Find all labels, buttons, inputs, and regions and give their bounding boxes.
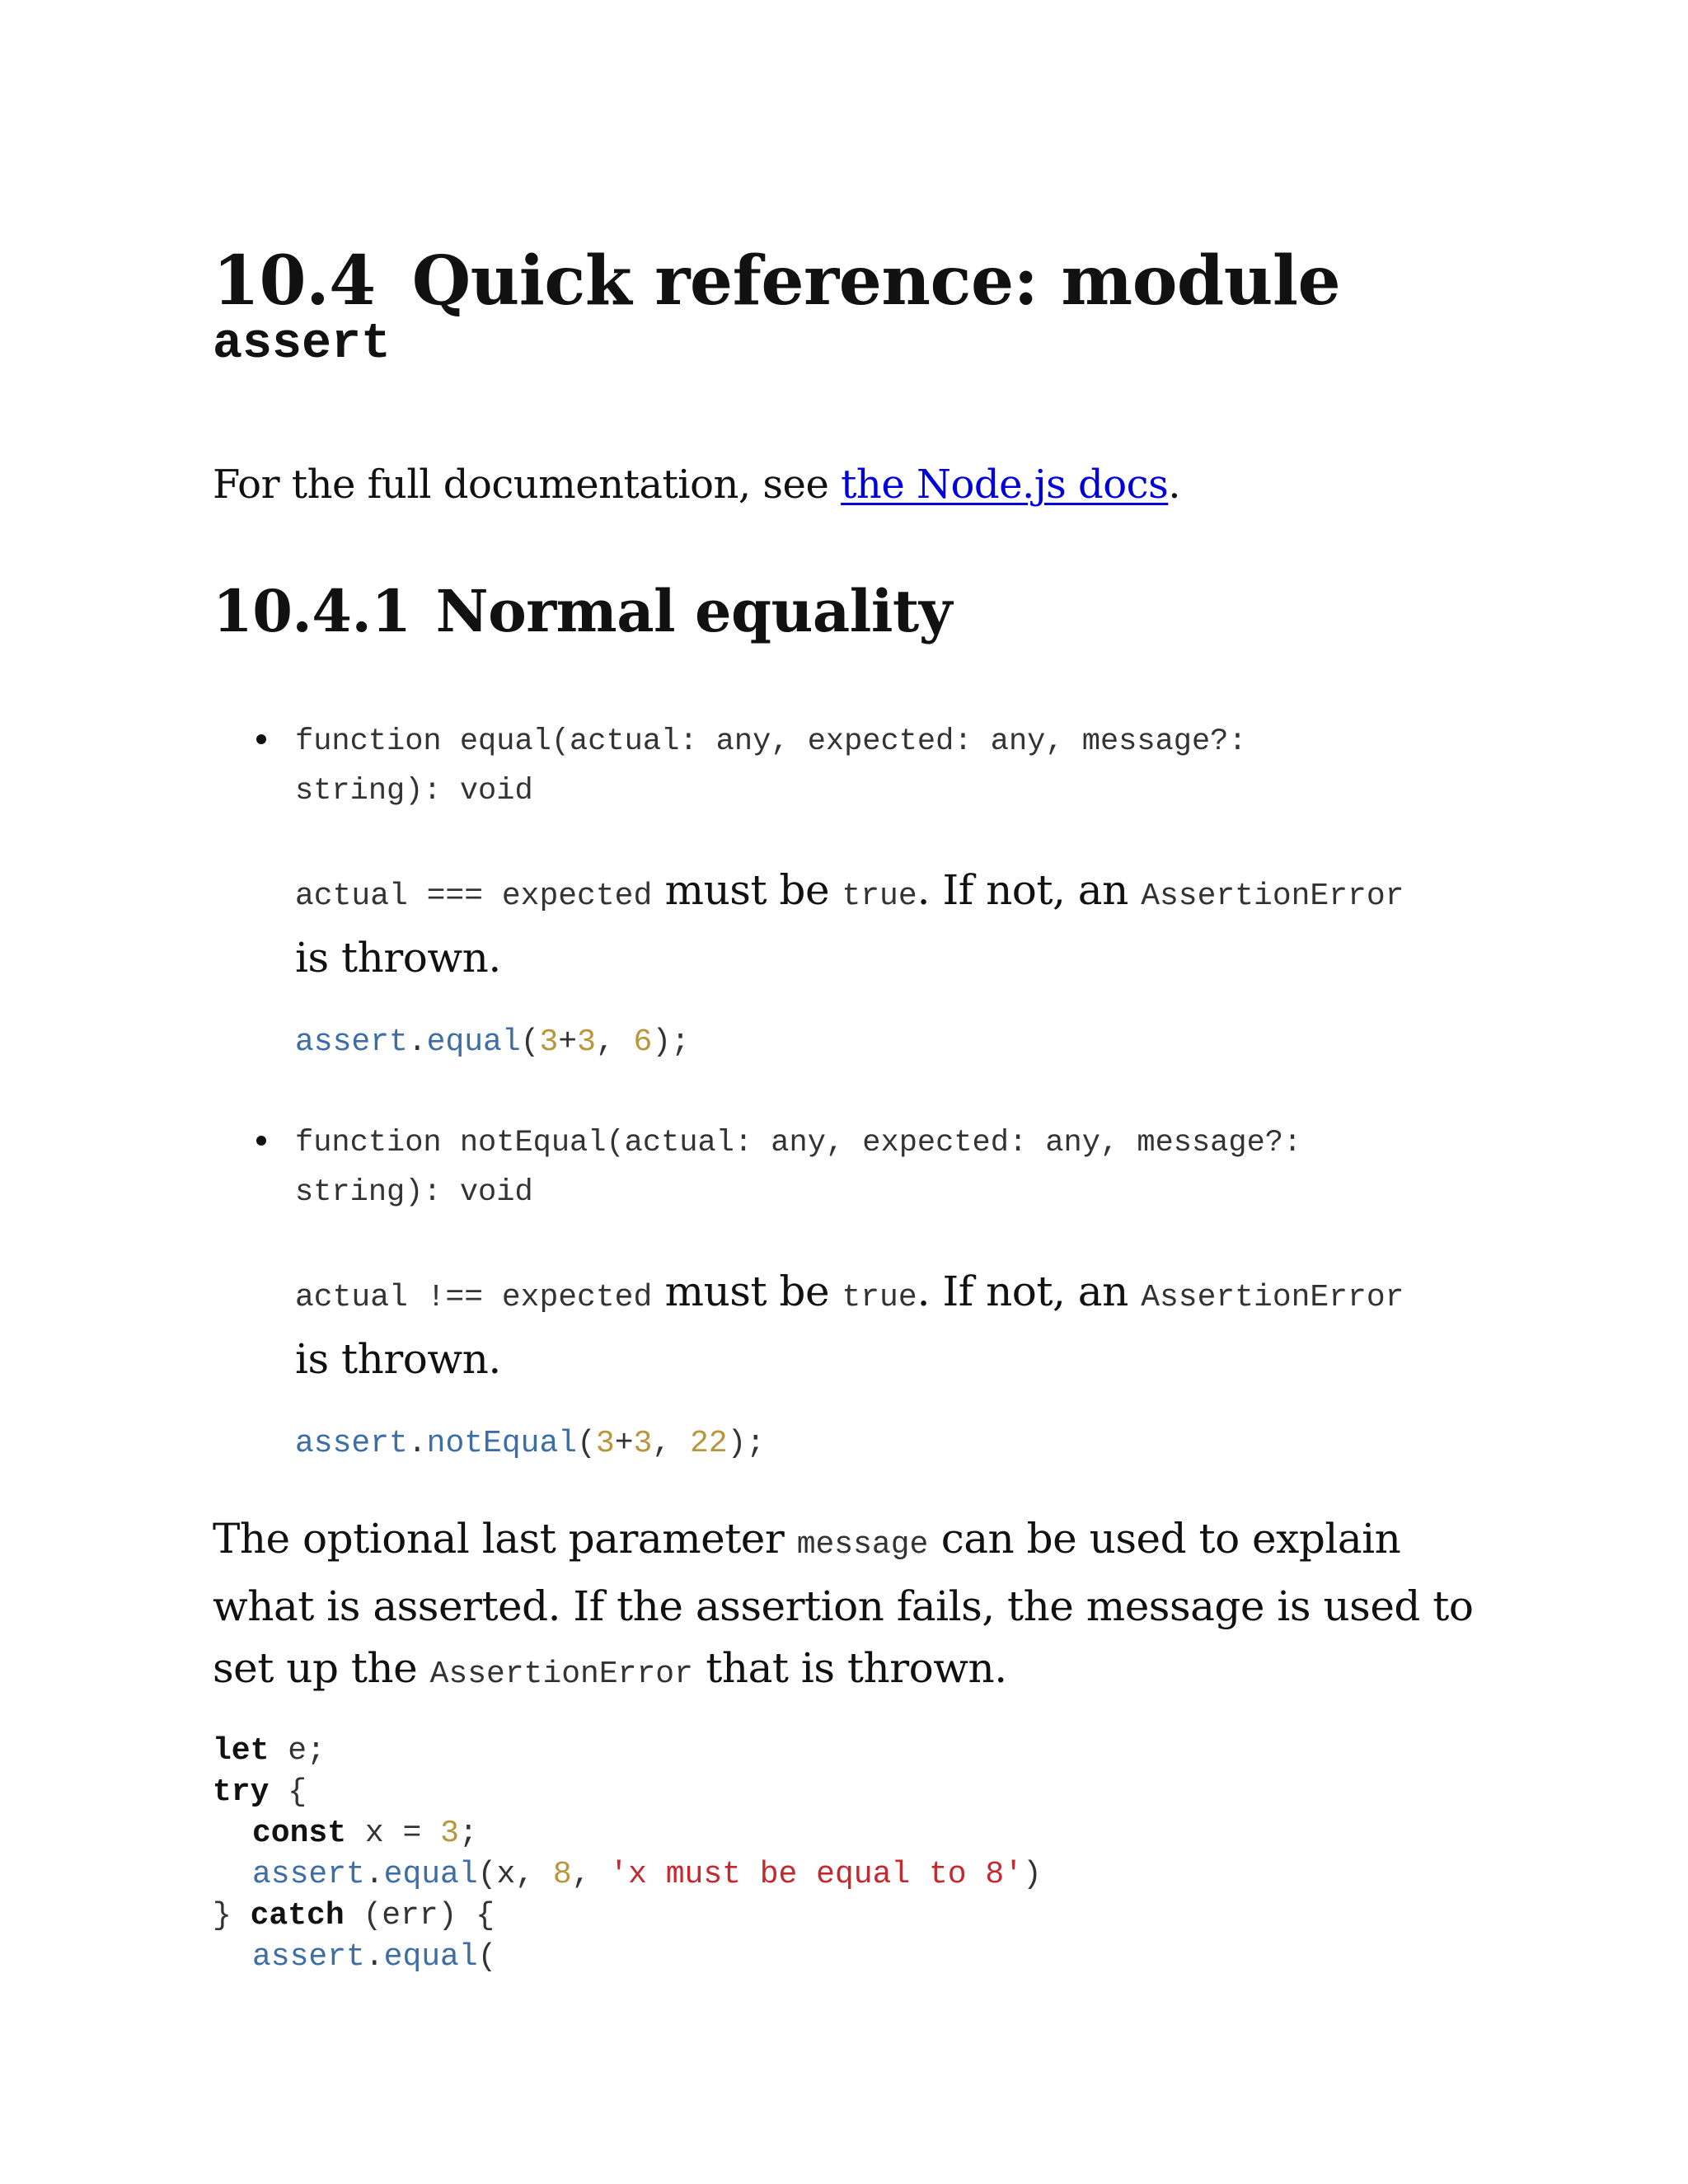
code-punctuation: ,: [652, 1426, 690, 1461]
code-text: ;: [458, 1816, 478, 1851]
message-paragraph: [213, 1508, 1498, 1705]
code-keyword: catch: [250, 1898, 345, 1933]
code-punctuation: +: [614, 1426, 634, 1461]
node-docs-link[interactable]: the Node.js docs: [841, 462, 1169, 508]
code-number: 8: [552, 1857, 572, 1892]
code-punctuation: ,: [595, 1024, 634, 1060]
code-method: equal: [426, 1024, 521, 1060]
code-punctuation: (: [477, 1939, 497, 1975]
code-punctuation: .: [364, 1857, 384, 1892]
code-text: e;: [269, 1733, 326, 1769]
intro-paragraph: [213, 462, 1180, 508]
bullet-icon: [256, 1136, 266, 1146]
section-title-text: Quick reference: module: [411, 241, 1341, 321]
code-punctuation: ,: [571, 1857, 610, 1892]
inline-code: AssertionError: [1141, 879, 1404, 914]
subsection-number: 10.4.1: [213, 577, 411, 645]
code-number: 3: [440, 1816, 459, 1851]
signature-line: function notEqual(actual: any, expected: any, message?:: [295, 1126, 1302, 1160]
section-title-code: assert: [213, 316, 392, 373]
code-block: [213, 1731, 1042, 1978]
signature-line: string): void: [295, 774, 533, 808]
code-number: 3: [577, 1024, 596, 1060]
inline-code: true: [842, 879, 917, 914]
code-punctuation: ): [1023, 1857, 1042, 1892]
code-punctuation: }: [213, 1898, 251, 1933]
code-number: 6: [633, 1024, 653, 1060]
inline-code: actual !== expected: [295, 1280, 653, 1315]
code-punctuation: );: [727, 1426, 766, 1461]
code-line: [213, 1898, 495, 1933]
description-text: must be: [652, 1268, 842, 1315]
section-heading-title: [213, 241, 1341, 321]
signature-line: string): void: [295, 1175, 533, 1210]
description-text: is thrown.: [295, 1335, 501, 1383]
code-punctuation: );: [652, 1024, 690, 1060]
function-description: [295, 860, 1449, 988]
paragraph-text: The optional last parameter: [213, 1515, 797, 1563]
function-signature: [295, 1118, 1449, 1217]
code-method: equal: [383, 1939, 478, 1975]
code-object: assert: [295, 1024, 408, 1060]
inline-code: actual === expected: [295, 879, 653, 914]
code-line: [213, 1854, 1042, 1896]
code-number: 3: [633, 1426, 653, 1461]
code-line: [213, 1813, 478, 1854]
code-object: assert: [295, 1426, 408, 1461]
subsection-heading: [213, 577, 952, 645]
code-text: (err) {: [344, 1898, 495, 1933]
code-number: 3: [539, 1024, 559, 1060]
code-punctuation: (: [577, 1426, 596, 1461]
code-punctuation: .: [407, 1024, 427, 1060]
inline-code: AssertionError: [429, 1657, 693, 1692]
intro-text: For the full documentation, see: [213, 462, 842, 508]
code-punctuation: .: [407, 1426, 427, 1461]
code-number: 3: [595, 1426, 615, 1461]
code-punctuation: +: [558, 1024, 578, 1060]
code-punctuation: .: [364, 1939, 384, 1975]
inline-code: true: [842, 1280, 917, 1315]
signature-line: function equal(actual: any, expected: any, message?:: [295, 724, 1247, 759]
subsection-title: Normal equality: [435, 577, 952, 645]
section-number: 10.4: [213, 241, 376, 321]
section-heading: [213, 241, 1341, 373]
code-method: notEqual: [426, 1426, 578, 1461]
code-line: [213, 1733, 326, 1769]
code-keyword: const: [252, 1816, 347, 1851]
code-object: assert: [252, 1857, 365, 1892]
code-number: 22: [689, 1426, 728, 1461]
code-punctuation: (: [520, 1024, 540, 1060]
paragraph-text: can be used to explain what is asserted. If the assertion fails, the message is used to set up the: [213, 1515, 1474, 1692]
code-line: [213, 1774, 307, 1810]
description-text: . If not, an: [917, 866, 1142, 914]
paragraph-text: that is thrown.: [692, 1644, 1007, 1692]
code-example: [295, 1022, 690, 1063]
code-text: (x,: [477, 1857, 553, 1892]
code-object: assert: [252, 1939, 365, 1975]
description-text: is thrown.: [295, 934, 501, 982]
code-line: [213, 1937, 496, 1978]
code-keyword: try: [213, 1774, 270, 1810]
code-keyword: let: [213, 1733, 270, 1769]
description-text: must be: [652, 866, 842, 914]
code-example: [295, 1423, 765, 1465]
bullet-icon: [256, 734, 266, 744]
code-text: {: [269, 1774, 307, 1810]
code-text: x =: [346, 1816, 441, 1851]
inline-code: AssertionError: [1141, 1280, 1404, 1315]
intro-text-end: .: [1168, 462, 1180, 508]
code-string: 'x must be equal to 8': [609, 1857, 1023, 1892]
function-signature: [295, 717, 1449, 816]
code-method: equal: [383, 1857, 478, 1892]
inline-code: message: [796, 1527, 929, 1563]
function-description: [295, 1261, 1449, 1390]
description-text: . If not, an: [917, 1268, 1142, 1315]
